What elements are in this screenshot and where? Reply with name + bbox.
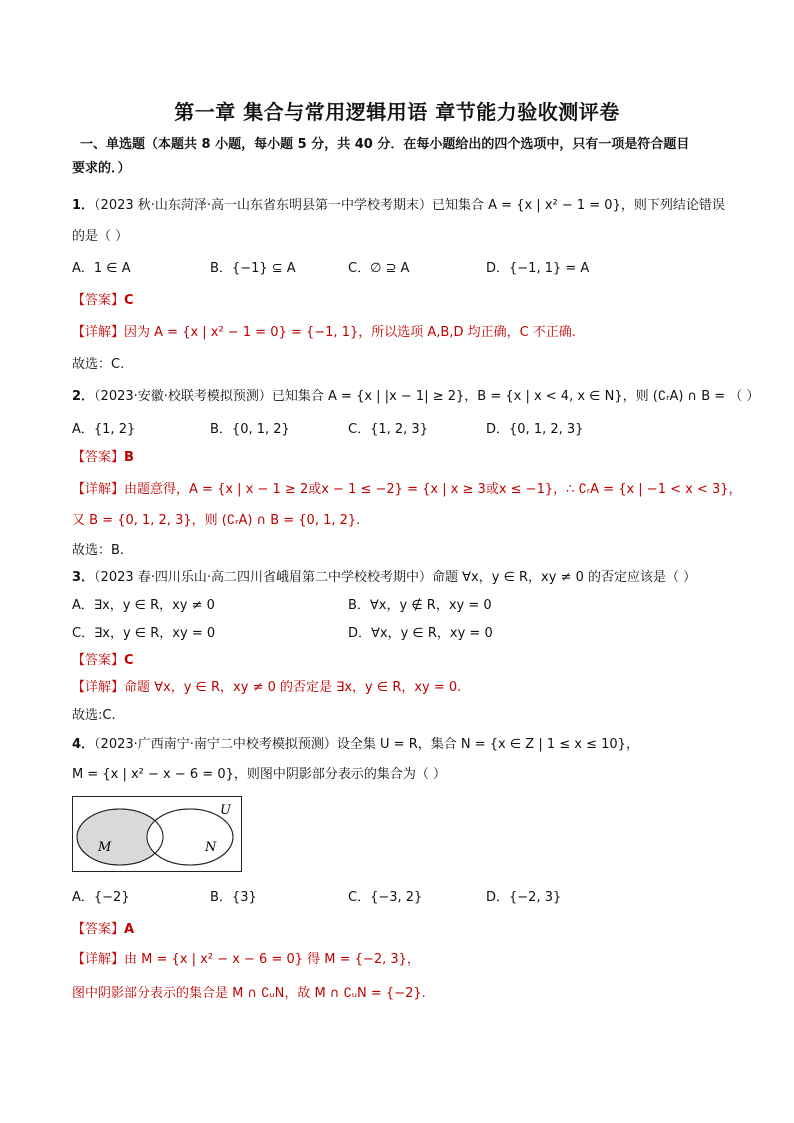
question-4-detail-line2: 图中阴影部分表示的集合是 M ∩ ∁ᵤN，故 M ∩ ∁ᵤN = {−2}.	[72, 986, 426, 1001]
question-1-answer	[72, 292, 134, 310]
page-title: 第一章 集合与常用逻辑用语 章节能力验收测评卷	[174, 100, 620, 124]
question-2-number: 2．	[72, 389, 95, 404]
question-4-option-d: D．{−2, 3}	[486, 890, 562, 905]
answer-tag: 【答案】	[72, 450, 125, 465]
question-1-stem-line2: 的是（ ）	[72, 229, 129, 244]
question-3-detail	[72, 679, 461, 697]
question-1-option-a: A．1 ∈ A	[72, 261, 131, 276]
answer-tag: 【答案】	[72, 653, 125, 668]
question-1-detail-text: 因为 A = {x | x² − 1 = 0} = {−1, 1}，所以选项 A,B,D 均正确，C 不正确.	[124, 325, 576, 340]
question-1-option-d: D．{−1, 1} = A	[486, 261, 590, 276]
question-1-option-b: B．{−1} ⊆ A	[210, 261, 296, 276]
question-3-option-d: D．∀x，y ∈ R，xy = 0	[348, 626, 493, 641]
question-2-stem-text: （2023·安徽·校联考模拟预测）已知集合 A = {x | |x − 1| ≥ 2}，B = {x | x < 4, x ∈ N}，则 (∁ᵣA) ∩ B = （ ）	[94, 389, 760, 404]
question-4-answer-value: A	[124, 922, 135, 937]
question-4-option-a: A．{−2}	[72, 890, 130, 905]
question-3-option-a: A．∃x，y ∈ R，xy ≠ 0	[72, 598, 215, 613]
question-3-stem-line1	[72, 569, 696, 587]
question-4-stem-line2: M = {x | x² − x − 6 = 0}，则图中阴影部分表示的集合为（ ）	[72, 767, 446, 782]
question-1-option-c: C．∅ ⊇ A	[348, 261, 410, 276]
question-4-option-b: B．{3}	[210, 890, 257, 905]
question-3-conclusion: 故选:C.	[72, 708, 116, 723]
question-1-conclusion: 故选：C.	[72, 357, 125, 372]
question-4-detail-text: 由 M = {x | x² − x − 6 = 0} 得 M = {−2, 3}，	[124, 952, 420, 967]
question-2-option-d: D．{0, 1, 2, 3}	[486, 422, 584, 437]
question-3-number: 3．	[72, 570, 95, 585]
question-4-option-c: C．{−3, 2}	[348, 890, 423, 905]
question-1-number: 1．	[72, 198, 95, 213]
answer-tag: 【答案】	[72, 293, 125, 308]
question-2-option-a: A．{1, 2}	[72, 422, 136, 437]
question-4-number: 4．	[72, 737, 95, 752]
question-2-stem-line1	[72, 388, 759, 406]
venn-diagram	[72, 796, 242, 872]
question-2-option-c: C．{1, 2, 3}	[348, 422, 428, 437]
question-4-stem-text: （2023·广西南宁·南宁二中校考模拟预测）设全集 U = R，集合 N = {x ∈ Z | 1 ≤ x ≤ 10}，	[94, 737, 639, 752]
answer-tag: 【答案】	[72, 922, 125, 937]
question-2-option-b: B．{0, 1, 2}	[210, 422, 290, 437]
detail-tag: 【详解】	[72, 325, 125, 340]
question-3-option-c: C．∃x，y ∈ R，xy = 0	[72, 626, 216, 641]
question-1-detail	[72, 324, 576, 342]
question-3-detail-text: 命题 ∀x，y ∈ R，xy ≠ 0 的否定是 ∃x，y ∈ R，xy = 0.	[124, 680, 462, 695]
question-1-answer-value: C	[124, 293, 134, 308]
detail-tag: 【详解】	[72, 952, 125, 967]
question-2-detail-line1	[72, 481, 742, 499]
question-4-detail	[72, 951, 420, 969]
question-4-stem-line1	[72, 736, 639, 754]
question-2-answer-value: B	[124, 450, 134, 465]
venn-u-label: U	[220, 803, 231, 818]
question-3-answer-value: C	[124, 653, 134, 668]
question-3-option-b: B．∀x，y ∉ R，xy = 0	[348, 598, 492, 613]
venn-n-label: N	[205, 840, 217, 855]
venn-m-label: M	[98, 840, 112, 855]
question-2-detail-text: 由题意得，A = {x | x − 1 ≥ 2或x − 1 ≤ −2} = {x | x ≥ 3或x ≤ −1}，∴ ∁ᵣA = {x | −1 < x < 3}，	[124, 482, 742, 497]
section-header-line2: 要求的．）	[72, 161, 131, 176]
question-2-conclusion: 故选：B.	[72, 543, 125, 558]
question-2-answer	[72, 449, 134, 467]
detail-tag: 【详解】	[72, 482, 125, 497]
question-4-answer	[72, 921, 134, 939]
question-3-answer	[72, 652, 134, 670]
question-2-detail-line2: 又 B = {0, 1, 2, 3}，则 (∁ᵣA) ∩ B = {0, 1, 2}.	[72, 513, 361, 528]
question-1-stem-line1	[72, 197, 725, 215]
question-3-stem-text: （2023 春·四川乐山·高二四川省峨眉第二中学校校考期中）命题 ∀x，y ∈ R，xy ≠ 0 的否定应该是（ ）	[94, 570, 697, 585]
section-header-line1: 一、单选题（本题共 8 小题，每小题 5 分，共 40 分．在每小题给出的四个选项中，只有一项是符合题目	[80, 137, 690, 152]
question-1-stem-text: （2023 秋·山东菏泽·高一山东省东明县第一中学校考期末）已知集合 A = {x | x² − 1 = 0}，则下列结论错误	[94, 198, 725, 213]
detail-tag: 【详解】	[72, 680, 125, 695]
